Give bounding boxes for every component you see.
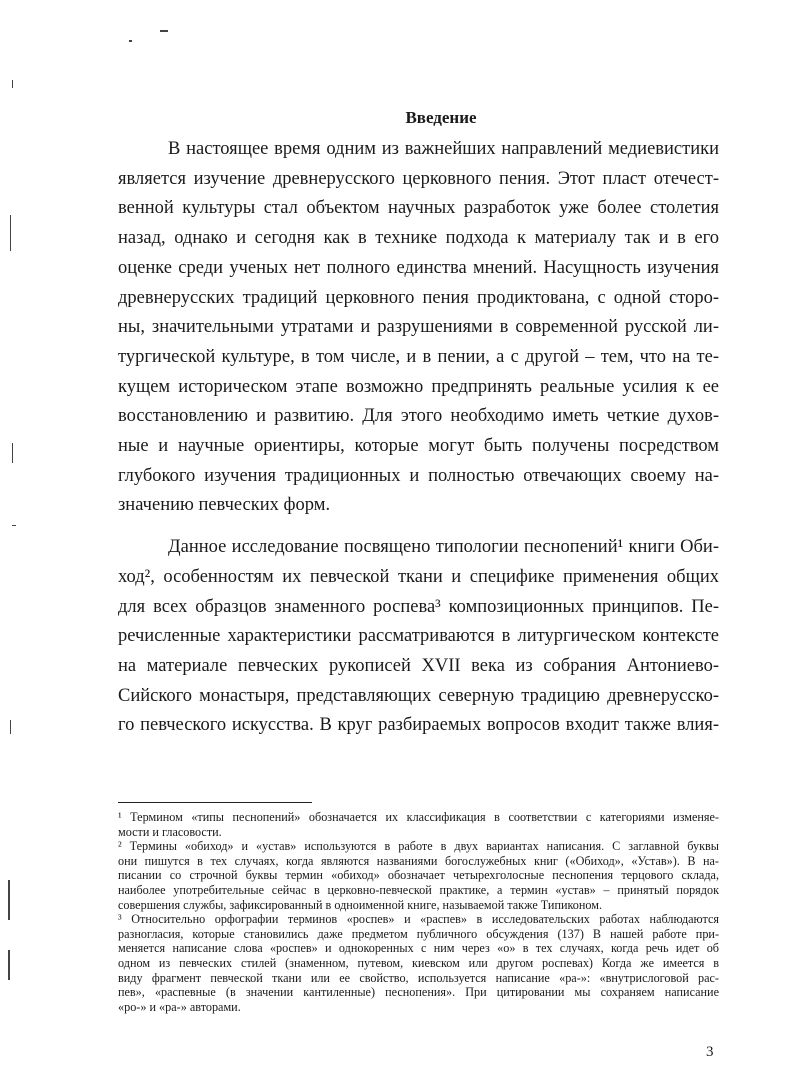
scan-speck [129,40,132,42]
body-line: речисленные характеристики рассматриваются в литургическом контексте [118,626,719,647]
scan-speck [160,30,168,32]
body-line: тургической культуре, в том числе, и в пении, а с другой – тем, что на те- [118,346,719,367]
body-line: для всех образцов знаменного роспева³ композиционных принципов. Пе- [118,596,719,617]
scan-speck [10,720,11,734]
section-title: Введение [405,108,477,127]
body-line: на материале певческих рукописей XVII века из собрания Антониево- [118,655,719,676]
body-line: ны, значительными утратами и разрушениями в современной русской ли- [118,317,719,338]
body-line: оценке среди ученых нет полного единства мнений. Насущность изучения [118,257,719,278]
footnote-line: ¹ Термином «типы песнопений» обозначается их классификация в соответствии с категориями изменяе- [118,810,719,824]
scan-speck [10,215,11,251]
footnote-line: наиболее употребительные сейчас в церковно-певческой практике, а термин «устав» – принятый порядок [118,883,719,897]
body-line: значению певческих форм. [118,495,331,516]
body-line: В настоящее время одним из важнейших направлений медиевистики [168,139,719,159]
body-line: го певческого искусства. В круг разбираемых вопросов входит также влия- [118,715,719,736]
footnote-line: писании со строчной буквы термин «обиход» обозначает четырехголосные песнопения терцового склада, [118,868,719,883]
body-line: ход², особенностям их певческой ткани и специфике применения общих [118,566,719,587]
scan-speck [12,525,16,526]
scan-speck [12,80,13,88]
body-line: является изучение древнерусского церковного пения. Этот пласт отечест- [118,168,719,189]
footnote-line: они пишутся в тех случаях, когда являются названиями богослужебных книг («Обиход», «Устав»). В на- [118,853,719,868]
footnote-line: пев», «распевные (в значении кантиленные) песнопения». При цитировании мы сохраняем написание [118,985,719,1000]
body-line: Данное исследование посвящено типологии песнопений¹ книги Оби- [168,537,719,558]
page-number: 3 [706,1044,714,1060]
footnote-separator [118,802,312,803]
body-line: восстановлению и развитию. Для этого необходимо иметь четкие духов- [118,406,719,427]
footnote-line: «ро-» и «ра-» авторами. [118,999,241,1014]
scan-speck [8,880,10,920]
body-line: назад, однако и сегодня как в технике подхода к материалу так и в его [118,228,719,249]
footnote-line: одном из певческих стилей (знаменном, путевом, киевском или другом роспевах) Когда же имеется в [118,956,719,970]
footnote-line: виду фрагмент певческой ткани или ее свойство, используется написание «ра-»: «внутрислоговой рас- [118,970,719,985]
body-line: глубокого изучения традиционных и полностью отвечающих своему на- [118,465,719,486]
footnote-line: совершения службы, зафиксированный в одноименной книге, называемой также Типиконом. [118,897,603,912]
footnote-line: разногласия, которые становились даже предметом публичного обсуждения (137) В нашей работе при- [118,926,719,941]
footnote-line: ³ Относительно орфографии терминов «роспев» и «распев» в исследовательских работах наблюдаются [118,912,719,927]
footnote-line: ² Термины «обиход» и «устав» используются в работе в двух вариантах написания. С заглавной буквы [118,839,719,854]
body-line: кущем историческом этапе возможно предпринять реальные усилия к ее [118,376,719,397]
body-line: древнерусских традиций церковного пения продиктована, с одной сторо- [118,287,719,308]
body-line: ные и научные ориентиры, которые могут быть получены посредством [118,436,719,456]
scan-speck [8,950,10,980]
scan-speck [12,443,13,463]
body-line: венной культуры стал объектом научных разработок уже более столетия [118,198,719,219]
footnote-line: мости и гласовости. [118,824,222,839]
body-line: Сийского монастыря, представляющих северную традицию древнерусско- [118,685,719,706]
footnote-line: меняется написание слова «роспев» и однокоренных с ним через «о» в тех случаях, когда речь идет об [118,941,719,956]
